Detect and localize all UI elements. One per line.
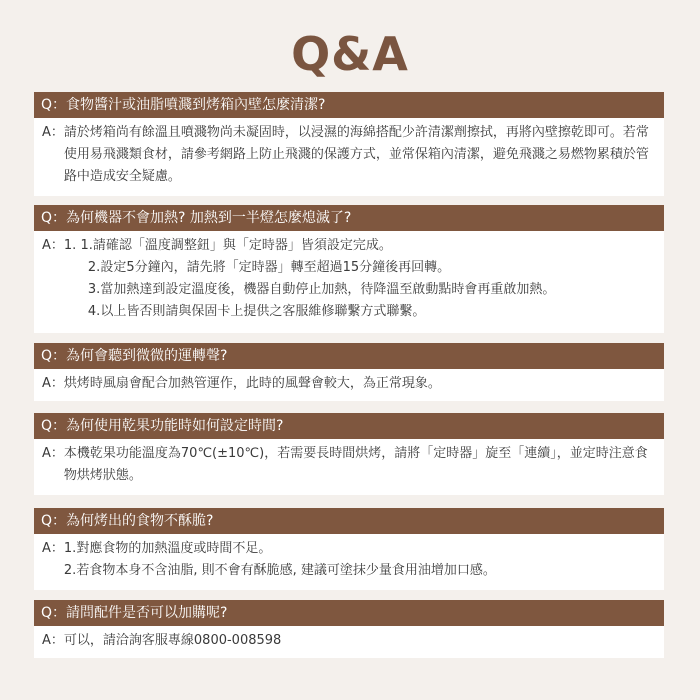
answer-text: 可以，請洽詢客服專線0800-008598 <box>63 633 282 648</box>
list-item-text: 對應食物的加熱溫度或時間不足。 <box>76 541 272 556</box>
list-item-text: 以上皆否則請與保固卡上提供之客服維修聯繫方式聯繫。 <box>100 304 426 319</box>
question-bar: Q：食物醬汁或油脂噴濺到烤箱內壁怎麼清潔? <box>34 92 664 118</box>
answer-text: 請於烤箱尚有餘溫且噴濺物尚未凝固時，以浸濕的海綿搭配少許清潔劑擦拭，再將內壁擦乾即可。若常使用易飛濺類食材，請參考網路上防止飛濺的保護方式，並常保箱內清潔，避免飛濺之易燃物累積於管路中造成安全疑慮。 <box>63 125 649 184</box>
answer-row <box>42 373 654 395</box>
qa-block-6 <box>34 600 664 658</box>
list-item-text: 若食物本身不含油脂, 則不會有酥脆感, 建議可塗抹少量食用油增加口感。 <box>76 563 496 578</box>
answer-row <box>42 122 654 188</box>
answer-row <box>42 630 654 652</box>
list-item-number: 4. <box>87 304 101 319</box>
list-item <box>64 538 654 560</box>
answer-text: 烘烤時風扇會配合加熱管運作，此時的風聲會較大，為正常現象。 <box>63 376 441 391</box>
list-item-number: 2. <box>63 563 77 578</box>
qa-block-2 <box>34 205 664 333</box>
list-item-number: 2. <box>87 260 101 275</box>
answer-box <box>34 439 664 495</box>
page-title: Q&A <box>291 27 409 81</box>
answer-prefix: A： <box>42 446 64 461</box>
answer-row <box>42 235 654 323</box>
answer-prefix: A： <box>42 125 64 140</box>
answer-box <box>34 534 664 590</box>
list-item-number: 3. <box>87 282 101 297</box>
qa-block-3 <box>34 343 664 401</box>
list-item-number: 1. <box>63 541 77 556</box>
question-bar: Q：為何使用乾果功能時如何設定時間? <box>34 413 664 439</box>
answer-prefix: A： <box>42 376 64 391</box>
list-item <box>64 279 654 301</box>
list-item-text: 請確認「溫度調整鈕」與「定時器」皆須設定完成。 <box>92 238 392 253</box>
answer-list <box>64 538 654 582</box>
question-bar: Q：為何烤出的食物不酥脆? <box>34 508 664 534</box>
qa-block-4 <box>34 413 664 495</box>
answer-row <box>42 538 654 582</box>
answer-box <box>34 626 664 658</box>
answer-box <box>34 231 664 333</box>
answer-box <box>34 369 664 401</box>
list-item <box>64 235 654 257</box>
qa-block-1 <box>34 92 664 196</box>
list-item <box>64 560 654 582</box>
qa-block-5 <box>34 508 664 590</box>
question-bar: Q：請問配件是否可以加購呢? <box>34 600 664 626</box>
answer-text: 本機乾果功能溫度為70℃(±10℃)，若需要長時間烘烤，請將「定時器」旋至「連續」，並定時注意食物烘烤狀態。 <box>63 446 648 483</box>
list-item-text: 當加熱達到設定溫度後，機器自動停止加熱，待降溫至啟動點時會再重啟加熱。 <box>100 282 556 297</box>
list-item <box>64 301 654 323</box>
list-item-number: 1. 1. <box>63 238 93 253</box>
list-item <box>64 257 654 279</box>
answer-box <box>34 118 664 196</box>
answer-list <box>64 235 654 323</box>
question-bar: Q：為何會聽到微微的運轉聲? <box>34 343 664 369</box>
question-bar: Q：為何機器不會加熱? 加熱到一半燈怎麼熄滅了? <box>34 205 664 231</box>
answer-prefix: A： <box>42 541 64 556</box>
answer-prefix: A： <box>42 633 64 648</box>
answer-row <box>42 443 654 487</box>
list-item-text: 設定5分鐘內，請先將「定時器」轉至超過15分鐘後再回轉。 <box>100 260 451 275</box>
answer-prefix: A： <box>42 238 64 253</box>
